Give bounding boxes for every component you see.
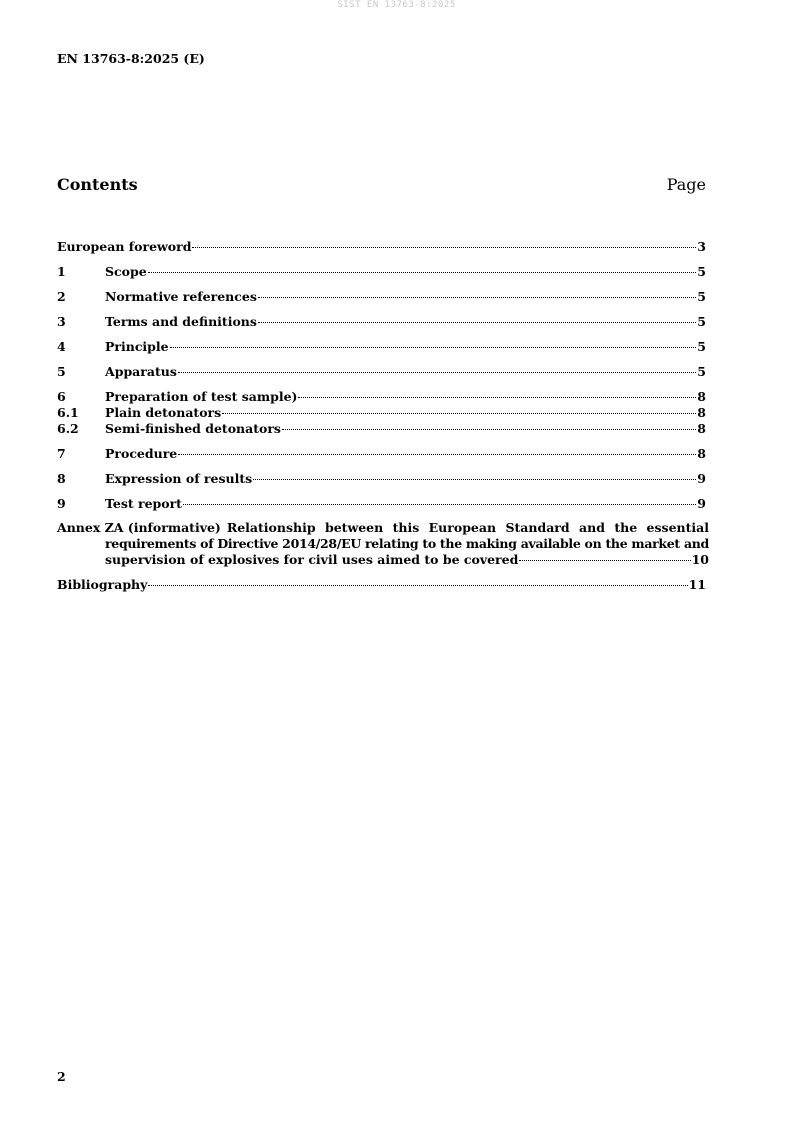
toc-entry-title: Plain detonators: [105, 405, 222, 420]
toc-entry-title: Expression of results: [105, 471, 253, 486]
toc-entry-terms-definitions[interactable]: [57, 314, 706, 330]
toc-entry-number: 2: [57, 289, 66, 304]
toc-entry-expression-of-results[interactable]: [57, 471, 706, 487]
toc-entry-plain-detonators[interactable]: [57, 405, 706, 421]
dot-leader: [258, 296, 696, 298]
toc-entry-procedure[interactable]: [57, 446, 706, 462]
toc-entry-principle[interactable]: [57, 339, 706, 355]
toc-entry-page: 5: [697, 364, 706, 379]
toc-entry-title: Principle: [105, 339, 169, 354]
toc-entry-title: European foreword: [57, 239, 192, 254]
toc-entry-page: 9: [697, 471, 706, 486]
table-of-contents: [57, 239, 709, 593]
toc-entry-number: 6.2: [57, 421, 79, 436]
toc-entry-page: 5: [697, 339, 706, 354]
toc-entry-page: 8: [697, 446, 706, 461]
document-id: EN 13763-8:2025 (E): [57, 51, 205, 66]
dot-leader: [298, 396, 696, 398]
toc-entry-semi-finished-detonators[interactable]: [57, 421, 706, 437]
toc-entry-test-report[interactable]: [57, 496, 706, 512]
page-number: 2: [57, 1069, 66, 1084]
toc-entry-number: 9: [57, 496, 66, 511]
toc-entry-title: Procedure: [105, 446, 178, 461]
toc-entry-number: 8: [57, 471, 66, 486]
watermark: SIST EN 13763-8:2025: [337, 0, 456, 10]
toc-entry-page: 8: [697, 421, 706, 436]
page-column-heading: Page: [666, 175, 706, 194]
toc-entry-number: 6: [57, 389, 66, 404]
toc-entry-title: Terms and definitions: [105, 314, 257, 329]
toc-entry-normative-references[interactable]: [57, 289, 706, 305]
dot-leader: [282, 428, 696, 430]
toc-entry-number: 5: [57, 364, 66, 379]
toc-entry-page: 11: [688, 577, 706, 592]
annex-title-line-2: requirements of Directive 2014/28/EU relating to the making available on the market and: [105, 536, 709, 551]
toc-entry-bibliography[interactable]: [57, 577, 706, 593]
dot-leader: [148, 271, 697, 273]
toc-entry-page: 9: [697, 496, 706, 511]
dot-leader: [178, 371, 696, 373]
dot-leader: [519, 559, 690, 561]
annex-first-line: [57, 520, 709, 536]
dot-leader: [253, 478, 696, 480]
dot-leader: [170, 346, 697, 348]
annex-label: Annex ZA (informative): [57, 520, 221, 535]
toc-entry-number: 6.1: [57, 405, 79, 420]
toc-entry-page: 8: [697, 389, 706, 404]
toc-entry-page: 3: [697, 239, 706, 254]
toc-entry-scope[interactable]: [57, 264, 706, 280]
contents-heading: Contents: [57, 175, 138, 194]
dot-leader: [258, 321, 696, 323]
annex-third-line: [105, 552, 709, 568]
toc-entry-title: Semi-finished detonators: [105, 421, 281, 436]
toc-entry-annex-za[interactable]: [57, 520, 709, 568]
toc-entry-preparation[interactable]: [57, 389, 706, 405]
toc-entry-number: 7: [57, 446, 66, 461]
toc-entry-page: 5: [697, 314, 706, 329]
toc-entry-title: Preparation of test sample): [105, 389, 298, 404]
toc-entry-number: 4: [57, 339, 66, 354]
dot-leader: [183, 503, 696, 505]
toc-entry-title: Normative references: [105, 289, 257, 304]
dot-leader: [222, 412, 696, 414]
annex-second-line: [105, 536, 709, 552]
toc-entry-apparatus[interactable]: [57, 364, 706, 380]
dot-leader: [192, 246, 696, 248]
toc-entry-title: Apparatus: [105, 364, 177, 379]
toc-entry-page: 8: [697, 405, 706, 420]
dot-leader: [148, 584, 687, 586]
toc-entry-number: 1: [57, 264, 66, 279]
annex-title-line-1: Relationship between this European Standard and the essential: [226, 520, 709, 535]
toc-entry-title: Scope: [105, 264, 147, 279]
toc-entry-title: Test report: [105, 496, 182, 511]
toc-entry-page: 10: [691, 552, 709, 567]
annex-title-line-3: supervision of explosives for civil uses aimed to be covered: [105, 552, 519, 567]
toc-entry-foreword[interactable]: [57, 239, 706, 255]
toc-entry-page: 5: [697, 289, 706, 304]
toc-entry-title: Bibliography: [57, 577, 148, 592]
toc-entry-number: 3: [57, 314, 66, 329]
dot-leader: [178, 453, 696, 455]
toc-entry-page: 5: [697, 264, 706, 279]
